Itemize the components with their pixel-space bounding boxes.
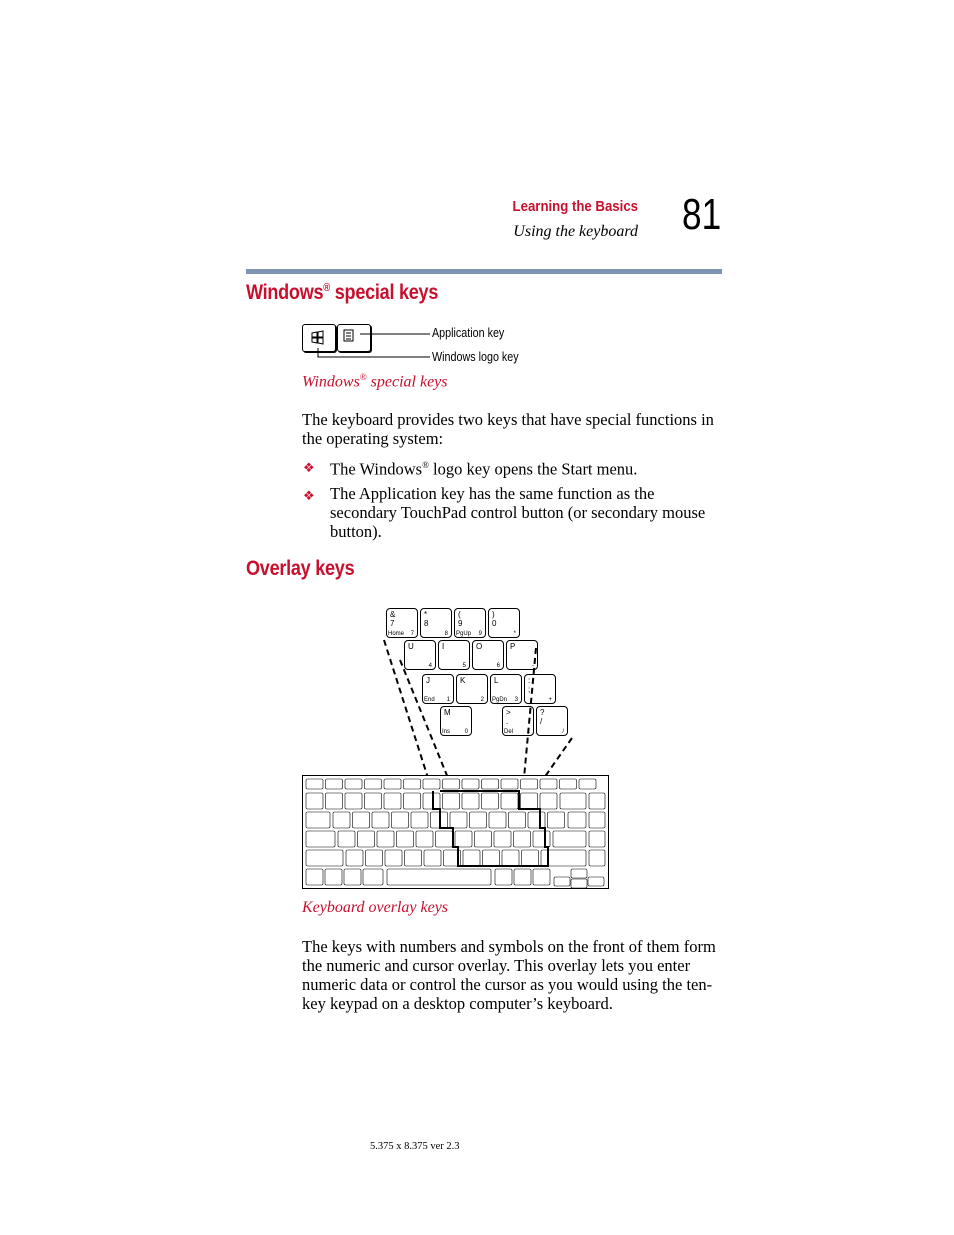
keyboard-key xyxy=(338,831,355,847)
key-legend-numpad: 7 xyxy=(410,631,414,637)
keyboard-key xyxy=(571,869,587,878)
keyboard-key xyxy=(579,779,596,789)
key-legend-top: & xyxy=(390,610,396,619)
keyboard-key xyxy=(553,831,586,847)
keyboard-key xyxy=(346,850,363,866)
keyboard-key xyxy=(392,812,409,828)
key-legend-numpad: 0 xyxy=(464,729,468,735)
keyboard-key xyxy=(522,850,539,866)
key-legend-numpad: - xyxy=(532,663,534,669)
keyboard-key xyxy=(540,779,557,789)
keyboard-key xyxy=(514,831,531,847)
page-number: 81 xyxy=(682,190,722,239)
keyboard-key xyxy=(405,850,422,866)
keyboard-key xyxy=(384,793,401,809)
key-legend-overlay: End xyxy=(424,697,435,703)
key-legend-numpad: * xyxy=(513,631,516,637)
keyboard-key xyxy=(423,779,440,789)
keyboard-key xyxy=(416,831,433,847)
keyboard-key xyxy=(306,779,323,789)
keyboard-key xyxy=(353,812,370,828)
key-legend-top: L xyxy=(494,676,499,685)
keyboard-key xyxy=(482,793,499,809)
keyboard-key xyxy=(533,831,550,847)
keyboard-key xyxy=(358,831,375,847)
keyboard-key xyxy=(326,779,343,789)
keyboard-key xyxy=(489,812,506,828)
keyboard-key xyxy=(345,793,362,809)
key-legend-main: 7 xyxy=(390,619,395,628)
keyboard-key xyxy=(462,779,479,789)
keyboard-key xyxy=(502,850,519,866)
key-legend-top: : xyxy=(528,676,531,685)
keyboard-key xyxy=(571,879,587,888)
keyboard-key xyxy=(423,793,440,809)
bullet-application-key: The Application key has the same function as the secondary TouchPad control button (or secondary mouse button). xyxy=(330,484,706,541)
key-legend-top: O xyxy=(476,642,483,651)
callout-windows-logo-key: Windows logo key xyxy=(432,350,519,364)
keyboard-key xyxy=(366,850,383,866)
keyboard-key xyxy=(404,779,421,789)
key-legend-overlay: Ins xyxy=(442,729,451,735)
keyboard-key xyxy=(372,812,389,828)
key-legend-top: K xyxy=(460,676,466,685)
keyboard-key xyxy=(494,831,511,847)
key-legend-numpad: 6 xyxy=(496,663,500,669)
keyboard-key xyxy=(589,812,605,828)
key-legend-numpad: 9 xyxy=(478,631,482,637)
keyboard-key xyxy=(533,869,550,885)
keyboard-key xyxy=(470,812,487,828)
keyboard-key xyxy=(384,779,401,789)
keyboard-key xyxy=(397,831,414,847)
keyboard-key xyxy=(495,869,512,885)
keyboard-key xyxy=(365,779,382,789)
key-legend-top: J xyxy=(426,676,430,685)
key-legend-main: . xyxy=(506,717,509,726)
keyboard-key xyxy=(483,850,500,866)
key-legend-top: ( xyxy=(458,610,461,619)
keyboard-key xyxy=(363,869,383,885)
key-legend-numpad: 8 xyxy=(444,631,448,637)
key-legend-main: 0 xyxy=(492,619,497,628)
callout-application-key: Application key xyxy=(432,326,505,340)
full-keyboard-illustration xyxy=(302,775,609,889)
key-legend-numpad: 3 xyxy=(514,697,518,703)
windows-keys-heading: Windows® special keys xyxy=(246,281,439,304)
windows-intro-paragraph: The keyboard provides two keys that have special functions in the operating system: xyxy=(302,410,714,448)
overlay-keys-caption: Keyboard overlay keys xyxy=(302,899,449,916)
keyboard-key xyxy=(306,850,343,866)
keyboard-key xyxy=(385,850,402,866)
keyboard-key xyxy=(589,850,605,866)
key-legend-main: / xyxy=(540,717,543,726)
keyboard-key xyxy=(501,793,518,809)
keyboard-key xyxy=(540,793,557,809)
keyboard-key xyxy=(514,869,531,885)
windows-keys-caption: Windows® special keys xyxy=(302,372,448,391)
keyboard-key xyxy=(482,779,499,789)
key-legend-top: ? xyxy=(540,708,545,717)
keyboard-key xyxy=(411,812,428,828)
keyboard-key xyxy=(501,779,518,789)
key-legend-numpad: / xyxy=(562,729,564,735)
keyboard-key xyxy=(365,793,382,809)
keyboard-key xyxy=(560,779,577,789)
key-legend-top: ) xyxy=(492,610,495,619)
keyboard-key xyxy=(589,831,605,847)
keyboard-key xyxy=(345,779,362,789)
overlay-body-paragraph: The keys with numbers and symbols on the front of them form the numeric and cursor overlay. This overlay lets you enter numeric data or control the cursor as you would using the ten-key keypad on a desktop computer’s keyboard. xyxy=(302,937,716,1013)
keyboard-key xyxy=(306,793,323,809)
keyboard-key xyxy=(450,812,467,828)
key-legend-main: 8 xyxy=(424,619,429,628)
keyboard-key xyxy=(560,793,586,809)
key-legend-overlay: PgDn xyxy=(492,697,508,703)
key-legend-numpad: 1 xyxy=(446,697,450,703)
keyboard-key xyxy=(377,831,394,847)
overlay-keys-heading: Overlay keys xyxy=(246,557,355,580)
keyboard-key xyxy=(475,831,492,847)
keyboard-key xyxy=(326,793,343,809)
key-legend-overlay: PgUp xyxy=(456,631,472,637)
key-legend-overlay: Del xyxy=(504,729,514,735)
keyboard-key xyxy=(463,850,480,866)
keyboard-key xyxy=(443,793,460,809)
key-legend-numpad: 2 xyxy=(480,697,484,703)
keyboard-key xyxy=(344,869,361,885)
footer-version: 5.375 x 8.375 ver 2.3 xyxy=(370,1141,460,1152)
keyboard-key xyxy=(521,779,538,789)
bullet-windows-logo: The Windows® logo key opens the Start menu. xyxy=(330,459,638,479)
keyboard-key xyxy=(424,850,441,866)
key-legend-numpad: + xyxy=(548,697,552,703)
keyboard-key xyxy=(443,779,460,789)
bullet-marker: ❖ xyxy=(303,488,315,503)
keyboard-drawing xyxy=(303,776,608,888)
keyboard-key xyxy=(528,812,545,828)
keyboard-key xyxy=(404,793,421,809)
key-legend-main: ; xyxy=(528,685,531,694)
keyboard-key xyxy=(306,869,323,885)
keyboard-key xyxy=(306,831,335,847)
keyboard-key xyxy=(588,877,604,886)
keyboard-key xyxy=(306,812,330,828)
key-legend-top: I xyxy=(442,642,445,651)
header-rule xyxy=(246,269,722,274)
keyboard-key xyxy=(568,812,586,828)
key-legend-overlay: Home xyxy=(388,631,405,637)
keyboard-key xyxy=(548,812,565,828)
keyboard-key xyxy=(521,793,538,809)
key-legend-top: M xyxy=(444,708,451,717)
key-legend-top: > xyxy=(506,708,511,717)
keyboard-key xyxy=(554,877,570,886)
keyboard-key xyxy=(436,831,453,847)
keyboard-key xyxy=(333,812,350,828)
keyboard-key xyxy=(509,812,526,828)
chapter-title: Learning the Basics xyxy=(512,198,638,215)
key-legend-top: U xyxy=(408,642,414,651)
key-legend-top: * xyxy=(424,610,428,619)
section-title: Using the keyboard xyxy=(513,223,638,240)
key-legend-numpad: 5 xyxy=(462,663,466,669)
keyboard-key xyxy=(462,793,479,809)
key-legend-main: 9 xyxy=(458,619,463,628)
keyboard-key xyxy=(325,869,342,885)
key-legend-top: P xyxy=(510,642,516,651)
bullet-marker: ❖ xyxy=(303,460,315,475)
key-legend-numpad: 4 xyxy=(428,663,432,669)
keyboard-key xyxy=(455,831,472,847)
keyboard-key xyxy=(387,869,491,885)
keyboard-key xyxy=(589,793,605,809)
